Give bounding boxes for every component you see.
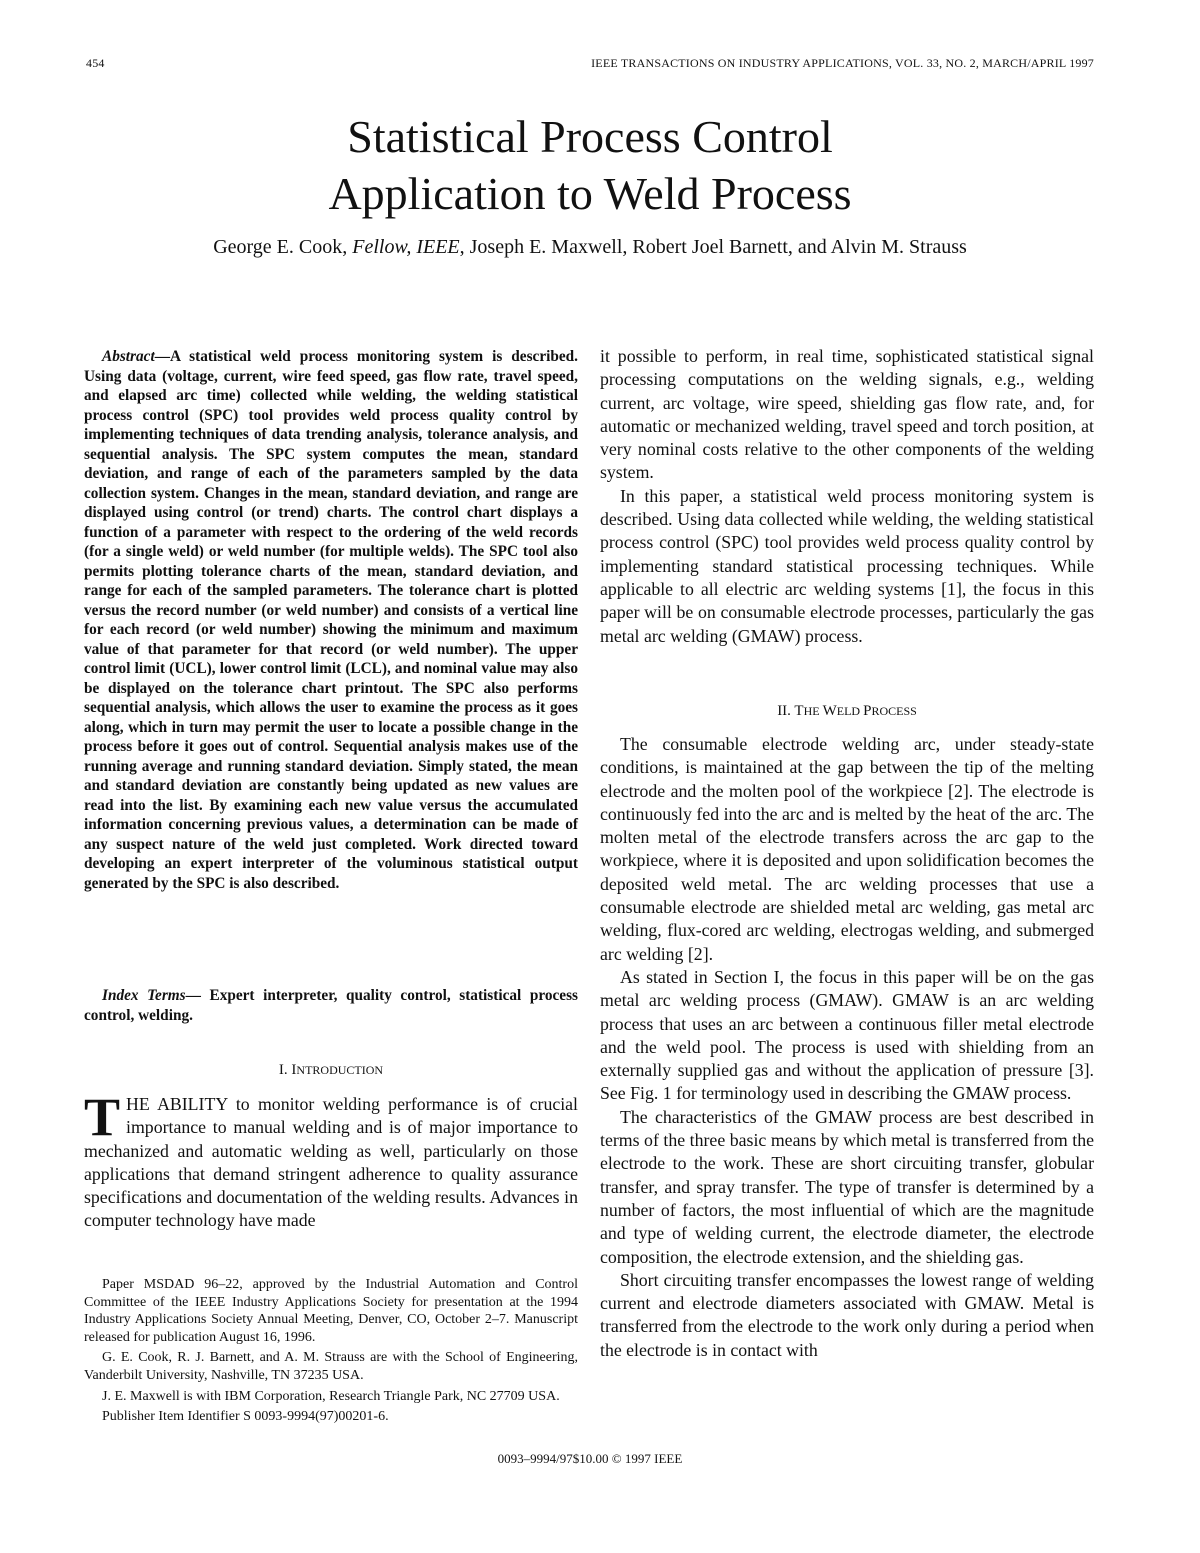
section-heading-weld-process	[600, 703, 1094, 720]
introduction-paragraph	[84, 1087, 578, 1233]
footnote-paper-info: Paper MSDAD 96–22, approved by the Industrial Automation and Control Committee of the IEEE Industry Applications Society for presentation at the 1994 Industry Applications Society Annual Meeting, Denver, CO, October 2–7. Manuscript released for publication August 16, 1996.	[84, 1277, 578, 1345]
paragraph: In this paper, a statistical weld process monitoring system is described. Using data collected while welding, the welding statistical process control (SPC) tool provides weld process quality control by implementing standard statistical processing techniques. While applicable to all electric arc welding systems [1], the focus in this paper will be on consumable electrode processes, particularly the gas metal arc welding (GMAW) process.	[600, 485, 1094, 646]
abstract-dash: —	[154, 348, 170, 365]
copyright-footer: 0093–9994/97$10.00 © 1997 IEEE	[497, 1451, 683, 1466]
weld-process-body	[600, 733, 1094, 1362]
section-smallcaps: ELD	[836, 704, 864, 718]
footnote-affiliation-vanderbilt: G. E. Cook, R. J. Barnett, and A. M. Strauss are with the School of Engineering, Vanderbilt University, Nashville, TN 37235 USA.	[84, 1350, 578, 1383]
footnotes	[84, 1276, 578, 1429]
abstract-label: Abstract	[102, 348, 155, 365]
author-first: George E. Cook,	[213, 236, 353, 258]
abstract-text: A statistical weld process monitoring system is described. Using data (voltage, current, wire feed speed, gas flow rate, travel speed, and elapsed arc time) collected while welding, the welding statistical process control (SPC) tool provides weld process quality control by implementing techniques of data trending analysis, tolerance analysis, and sequential analysis. The SPC system computes the mean, standard deviation, and range of each of the parameters sampled by the data collection system. Changes in the mean, standard deviation, and range are displayed using control (or trend) charts. The control chart displays a function of a parameter with respect to the ordering of the weld records (for a single weld) or weld number (for multiple welds). The SPC tool also permits plotting tolerance charts of the mean, standard deviation, and range for each of the sampled parameters. The tolerance chart is plotted versus the record number (or weld number) and consists of a vertical line for each record (or weld number) showing the minimum and maximum value of that parameter for that record (or weld number). The upper control limit (UCL), lower control limit (LCL), and nominal value may also be displayed on the tolerance chart printout. The SPC also performs sequential analysis, which allows the user to examine the process as it goes along, which in turn may permit the user to locate a possible change in the process before it goes out of control. Sequential analysis makes use of the running average and running standard deviation. Simply stated, the mean and standard deviation are constantly being updated as new values are read into the list. By examining each new value versus the accumulated information concerning previous values, a determination can be made of any suspect nature of the weld just completed. Work directed toward developing an expert interpreter of the voluminous statistical output generated by the SPC is also described.	[84, 348, 578, 892]
section-smallcaps: HE	[803, 704, 823, 718]
footnote-publisher-id: Publisher Item Identifier S 0093-9994(97)00201-6.	[102, 1409, 389, 1425]
section-cap: T	[794, 703, 804, 719]
section-smallcaps: ROCESS	[871, 704, 917, 718]
page-number: 454	[86, 56, 105, 70]
section-heading-introduction	[84, 1062, 578, 1079]
section-smallcaps: NTRODUCTION	[296, 1063, 384, 1077]
drop-cap: T	[84, 1087, 121, 1147]
section-cap: P	[863, 703, 872, 719]
author-rest: , Joseph E. Maxwell, Robert Joel Barnett, and Alvin M. Strauss	[459, 236, 967, 258]
author-first-role: Fellow, IEEE	[352, 236, 460, 258]
abstract	[84, 347, 578, 893]
section-cap: W	[822, 703, 837, 719]
paragraph-continued: it possible to perform, in real time, sophisticated statistical signal processing computations on the welding signals, e.g., welding current, arc voltage, wire speed, shielding gas flow rate, and, for automatic or mechanized welding, travel speed and torch position, at very nominal costs relative to the other components of the welding system.	[600, 346, 1094, 483]
section-cap: I	[291, 1062, 297, 1078]
footnote-affiliation-ibm: J. E. Maxwell is with IBM Corporation, Research Triangle Park, NC 27709 USA.	[102, 1388, 560, 1404]
journal-citation: IEEE TRANSACTIONS ON INDUSTRY APPLICATIONS, VOL. 33, NO. 2, MARCH/APRIL 1997	[591, 56, 1094, 70]
section-number: I.	[278, 1062, 292, 1078]
index-terms	[84, 986, 578, 1025]
title-line-1: Statistical Process Control	[347, 111, 833, 162]
title-line-2: Application to Weld Process	[328, 168, 852, 219]
index-terms-label: Index Terms	[102, 987, 186, 1004]
index-terms-text: Expert interpreter, quality control, statistical process control, welding.	[84, 987, 578, 1024]
introduction-text: HE ABILITY to monitor welding performance is of crucial importance to manual welding and is of major importance to mechanized and automatic welding as well, particularly on those applications that demand stringent adherence to quality assurance specifications and documentation of the welding results. Advances in computer technology have made	[84, 1094, 578, 1231]
paragraph: Short circuiting transfer encompasses the lowest range of welding current and electrode diameters associated with GMAW. Metal is transferred from the electrode to the work only during a period when the electrode is in contact with	[600, 1269, 1094, 1360]
section-number: II.	[777, 703, 795, 719]
paper-title	[0, 108, 1180, 222]
right-column-introduction	[600, 345, 1094, 648]
paragraph: The consumable electrode welding arc, under steady-state conditions, is maintained at the gap between the tip of the melting electrode and the molten pool of the workpiece [2]. The electrode is continuously fed into the arc and is melted by the heat of the arc. The molten metal of the electrode transfers across the arc gap to the workpiece, where it is deposited and upon solidification becomes the deposited weld metal. The arc welding processes that use a consumable electrode are shielded metal arc welding, gas metal arc welding, flux-cored arc welding, electrogas welding, and submerged arc welding [2].	[600, 734, 1094, 964]
index-terms-dash: —	[185, 987, 201, 1004]
paragraph: The characteristics of the GMAW process are best described in terms of the three basic means by which metal is transferred from the electrode to the work. These are short circuiting transfer, globular transfer, and spray transfer. The type of transfer is determined by a number of factors, the most influential of which are the magnitude and type of welding current, the electrode diameter, the electrode composition, the electrode extension, and the shielding gas.	[600, 1106, 1094, 1267]
running-header	[86, 56, 1094, 76]
author-list	[0, 236, 1180, 259]
paragraph: As stated in Section I, the focus in this paper will be on the gas metal arc welding process (GMAW). GMAW is an arc welding process that uses an arc between a continuous filler metal electrode and the weld pool. The process is used with shielding from an externally supplied gas and without the application of pressure [3]. See Fig. 1 for terminology used in describing the GMAW process.	[600, 966, 1094, 1104]
